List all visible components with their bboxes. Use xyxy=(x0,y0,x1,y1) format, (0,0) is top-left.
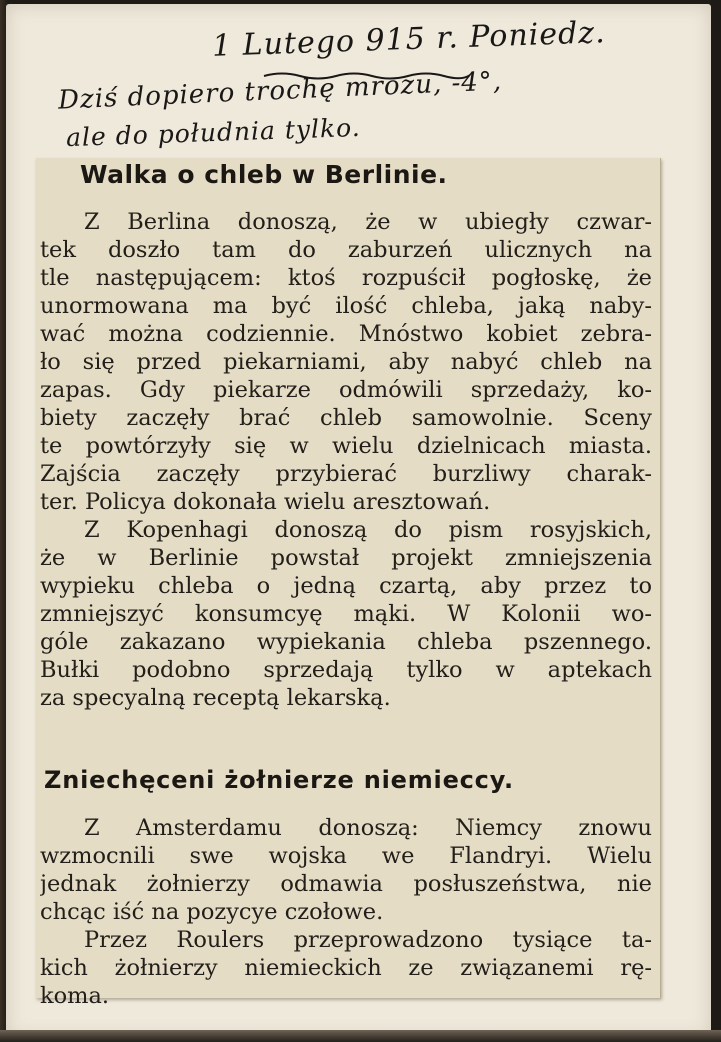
article-1-line: zapas. Gdy piekarze odmówili sprzedaży, ko- xyxy=(40,377,652,403)
article-1-line: tek doszło tam do zaburzeń ulicznych na xyxy=(40,237,652,263)
article-1-line: unormowana ma być ilość chleba, jaką naby- xyxy=(40,293,652,319)
article-1-line: te powtórzyły się w wielu dzielnicach miasta. xyxy=(40,433,652,459)
article-1-line: wypieku chleba o jedną czartą, aby przez to xyxy=(40,573,652,599)
handwritten-date: 1 Lutego 915 r. Poniedz. xyxy=(211,15,607,64)
article-2-line: wzmocnili swe wojska we Flandryi. Wielu xyxy=(40,843,652,869)
handwritten-note-line-3: ale do południa tylko. xyxy=(65,112,362,153)
article-1-line: ter. Policya dokonała wielu aresztowań. xyxy=(40,489,491,515)
article-1-line: że w Berlinie powstał projekt zmniejszenia xyxy=(40,545,652,571)
article-1-line: góle zakazano wypiekania chleba pszennego. xyxy=(40,629,652,655)
article-2-line: Z Amsterdamu donoszą: Niemcy znowu xyxy=(84,815,652,841)
article-1-line: zmniejszyć konsumcyę mąki. W Kolonii wo- xyxy=(40,601,652,627)
article-2-headline: Zniechęceni żołnierze niemieccy. xyxy=(44,766,514,794)
article-1-line: Zajścia zaczęły przybierać burzliwy charak- xyxy=(40,461,652,487)
article-1-line: biety zaczęły brać chleb samowolnie. Sceny xyxy=(40,405,652,431)
article-2-line: koma. xyxy=(40,983,110,1009)
article-2-line: jednak żołnierzy odmawia posłuszeństwa, nie xyxy=(40,871,652,897)
article-1-line: tle następującem: ktoś rozpuścił pogłoskę, że xyxy=(40,265,652,291)
album-bottom-edge xyxy=(0,1030,721,1042)
article-2-line: Przez Roulers przeprowadzono tysiące ta- xyxy=(84,927,652,953)
article-1-headline: Walka o chleb w Berlinie. xyxy=(80,160,448,189)
article-1-line: wać można codziennie. Mnóstwo kobiet zebra- xyxy=(40,321,652,347)
article-1-line: Z Berlina donoszą, że w ubiegły czwar- xyxy=(84,209,652,235)
article-1-line: Bułki podobno sprzedają tylko w aptekach xyxy=(40,657,652,683)
article-2-line: kich żołnierzy niemieckich ze związanemi rę- xyxy=(40,955,652,981)
article-1-line: ło się przed piekarniami, aby nabyć chleb na xyxy=(40,349,652,375)
article-2-line: chcąc iść na pozycye czołowe. xyxy=(40,899,384,925)
article-1-line: Z Kopenhagi donoszą do pism rosyjskich, xyxy=(84,517,652,543)
handwritten-note-line-2: Dziś dopiero trochę mrozu, -4°, xyxy=(57,66,503,116)
article-1-line: za specyalną receptą lekarską. xyxy=(40,685,391,711)
